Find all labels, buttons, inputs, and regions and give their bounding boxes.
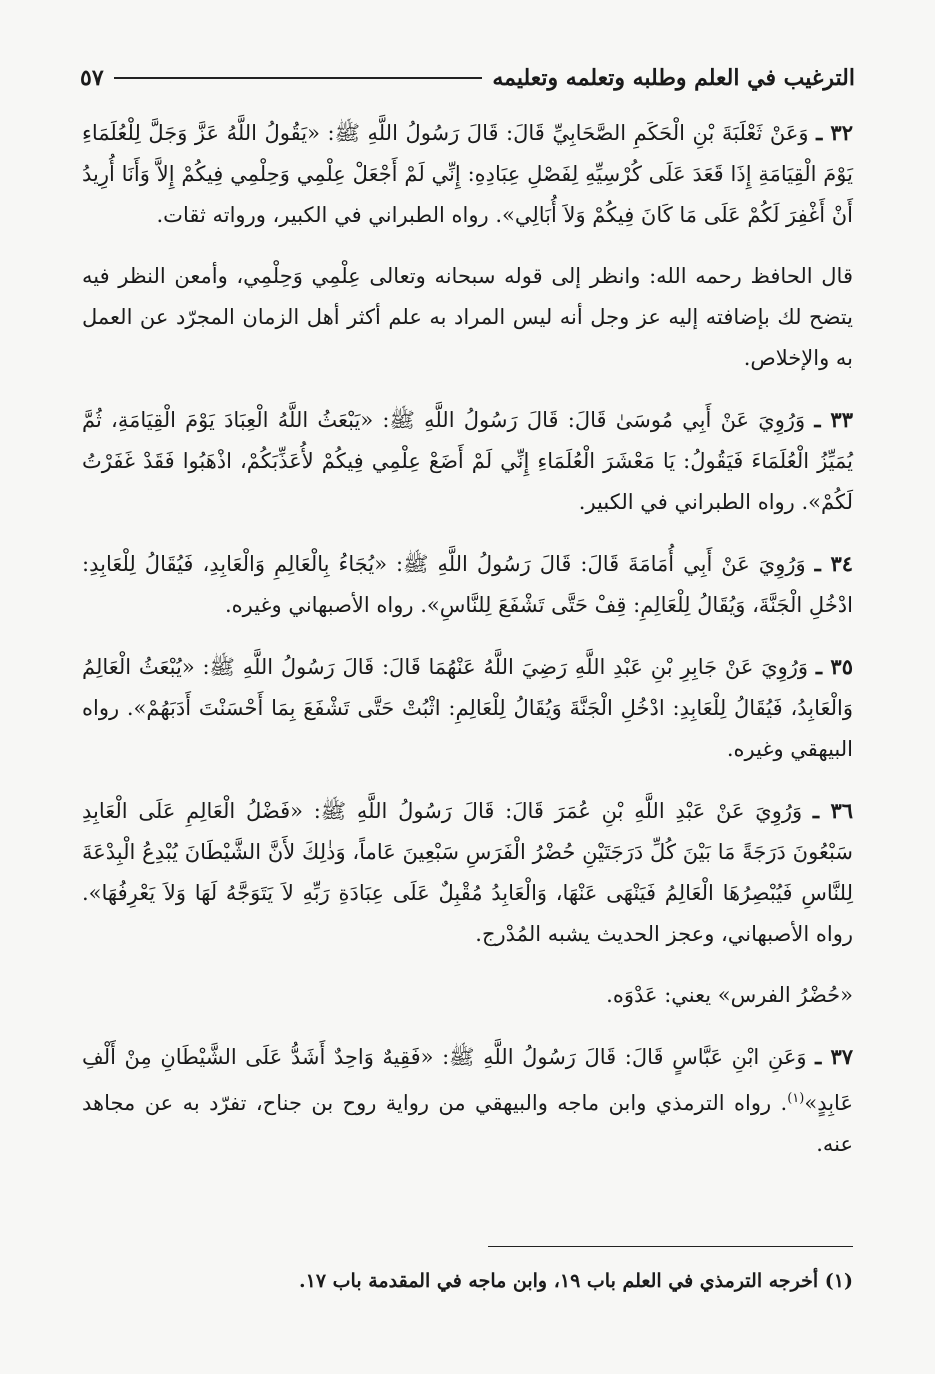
hadith-34 (82, 543, 853, 626)
footnote-marker: (١) (824, 1270, 853, 1292)
hadith-source-text: . رواه الترمذي وابن ماجه والبيهقي من رواية روح بن جناح، تفرّد به عن مجاهد عنه. (82, 1091, 853, 1156)
footnote (82, 1266, 853, 1296)
page-body (82, 112, 853, 1185)
header-rule (114, 77, 483, 79)
commentary-paragraph (82, 256, 853, 379)
hadith-35 (82, 646, 853, 770)
hadith-text: وَرُوِيَ عَنْ أَبِي مُوسَىٰ قَالَ: قَالَ رَسُولُ اللَّهِ ﷺ: «يَبْعَثُ اللَّهُ الْعِبَادَ يَوْمَ الْقِيَامَةِ، ثُمَّ يُمَيِّزُ الْعُلَمَاءَ فَيَقُولُ: يَا مَعْشَرَ الْعُلَمَاءِ إِنِّي لَمْ أَضَعْ عِلْمِي فِيكُمْ لأُعَذِّبَكُمْ، اذْهَبُوا فَقَدْ غَفَرْتُ لَكُمْ». رواه الطبراني في الكبير. (82, 408, 853, 514)
hadith-number: ٣٣ ـ (814, 407, 853, 432)
hadith-text: وَرُوِيَ عَنْ عَبْدِ اللَّهِ بْنِ عُمَرَ قَالَ: قَالَ رَسُولُ اللَّهِ ﷺ: «فَضْلُ الْعَالِمِ عَلَى الْعَابِدِ سَبْعُونَ دَرَجَةً مَا بَيْنَ كُلِّ دَرَجَتَيْنِ حُضْرُ الْفَرَسِ سَبْعِينَ عَاماً، وَذٰلِكَ لأَنَّ الشَّيْطَانَ يُبْدِعُ الْبِدْعَةَ لِلنَّاسِ فَيُبْصِرُهَا الْعَالِمُ فَيَنْهَى عَنْهَا، وَالْعَابِدُ مُقْبِلٌ عَلَى عِبَادَةِ رَبِّهِ لاَ يَتَوَجَّهُ لَهَا وَلاَ يَعْرِفُهَا». رواه الأصبهاني، وعجز الحديث يشبه المُدْرج. (82, 799, 853, 946)
hadith-number: ٣٧ ـ (815, 1044, 853, 1069)
hadith-text: وَعَنِ ابْنِ عَبَّاسٍ قَالَ: قَالَ رَسُولُ اللَّهِ ﷺ: «فَقِيهٌ وَاحِدٌ أَشَدُّ عَلَى الشَّيْطَانِ مِنْ أَلْفِ عَابِدٍ» (82, 1045, 853, 1115)
hadith-number: ٣٤ ـ (814, 551, 853, 576)
hadith-number: ٣٢ ـ (816, 120, 853, 145)
gloss-text: «حُضْرُ الفرس» يعني: عَدْوَه. (606, 983, 853, 1007)
chapter-title: الترغيب في العلم وطلبه وتعلمه وتعليمه (492, 65, 855, 91)
hadith-number: ٣٥ ـ (815, 654, 853, 679)
hadith-text: وَعَنْ ثَعْلَبَةَ بْنِ الْحَكَمِ الصَّحَابِيِّ قَالَ: قَالَ رَسُولُ اللَّهِ ﷺ: «يَقُولُ اللَّهُ عَزَّ وَجَلَّ لِلْعُلَمَاءِ يَوْمَ الْقِيَامَةِ إِذَا قَعَدَ عَلَى كُرْسِيِّهِ لِفَصْلِ عِبَادِهِ: إِنِّي لَمْ أَجْعَلْ عِلْمِي وَحِلْمِي فِيكُمْ إِلاَّ وَأَنَا أُرِيدُ أَنْ أَغْفِرَ لَكُمْ عَلَى مَا كَانَ فِيكُمْ وَلاَ أُبَالِي». رواه الطبراني في الكبير، ورواته ثقات. (82, 121, 853, 227)
footnote-rule (488, 1246, 853, 1247)
commentary-text: قال الحافظ رحمه الله: وانظر إلى قوله سبحانه وتعالى عِلْمِي وَحِلْمِي، وأمعن النظر فيه يتضح لك بإضافته إليه عز وجل أنه ليس المراد به علم أكثر أهل الزمان المجرّد عن العمل به والإخلاص. (82, 264, 853, 370)
hadith-number: ٣٦ ـ (812, 798, 853, 823)
page-number: ٥٧ (80, 65, 104, 91)
running-header (80, 58, 855, 98)
hadith-32 (82, 112, 853, 236)
hadith-37 (82, 1036, 853, 1165)
hadith-text: وَرُوِيَ عَنْ أَبِي أُمَامَةَ قَالَ: قَالَ رَسُولُ اللَّهِ ﷺ: «يُجَاءُ بِالْعَالِمِ وَالْعَابِدِ، فَيُقَالُ لِلْعَابِدِ: ادْخُلِ الْجَنَّةَ، وَيُقَالُ لِلْعَالِمِ: قِفْ حَتَّى تَشْفَعَ لِلنَّاسِ». رواه الأصبهاني وغيره. (82, 552, 853, 617)
footnote-reference[interactable]: (١) (787, 1091, 805, 1106)
hadith-text: وَرُوِيَ عَنْ جَابِرِ بْنِ عَبْدِ اللَّهِ رَضِيَ اللَّهُ عَنْهُمَا قَالَ: قَالَ رَسُولُ اللَّهِ ﷺ: «يُبْعَثُ الْعَالِمُ وَالْعَابِدُ، فَيُقَالُ لِلْعَابِدِ: ادْخُلِ الْجَنَّةَ وَيُقَالُ لِلْعَالِمِ: اثْبُتْ حَتَّى تَشْفَعَ بِمَا أَحْسَنْتَ أَدَبَهُمْ». رواه البيهقي وغيره. (82, 655, 853, 761)
hadith-33 (82, 399, 853, 523)
gloss-paragraph (82, 975, 853, 1016)
footnote-text: أخرجه الترمذي في العلم باب ١٩، وابن ماجه في المقدمة باب ١٧. (299, 1270, 819, 1292)
hadith-36 (82, 790, 853, 955)
